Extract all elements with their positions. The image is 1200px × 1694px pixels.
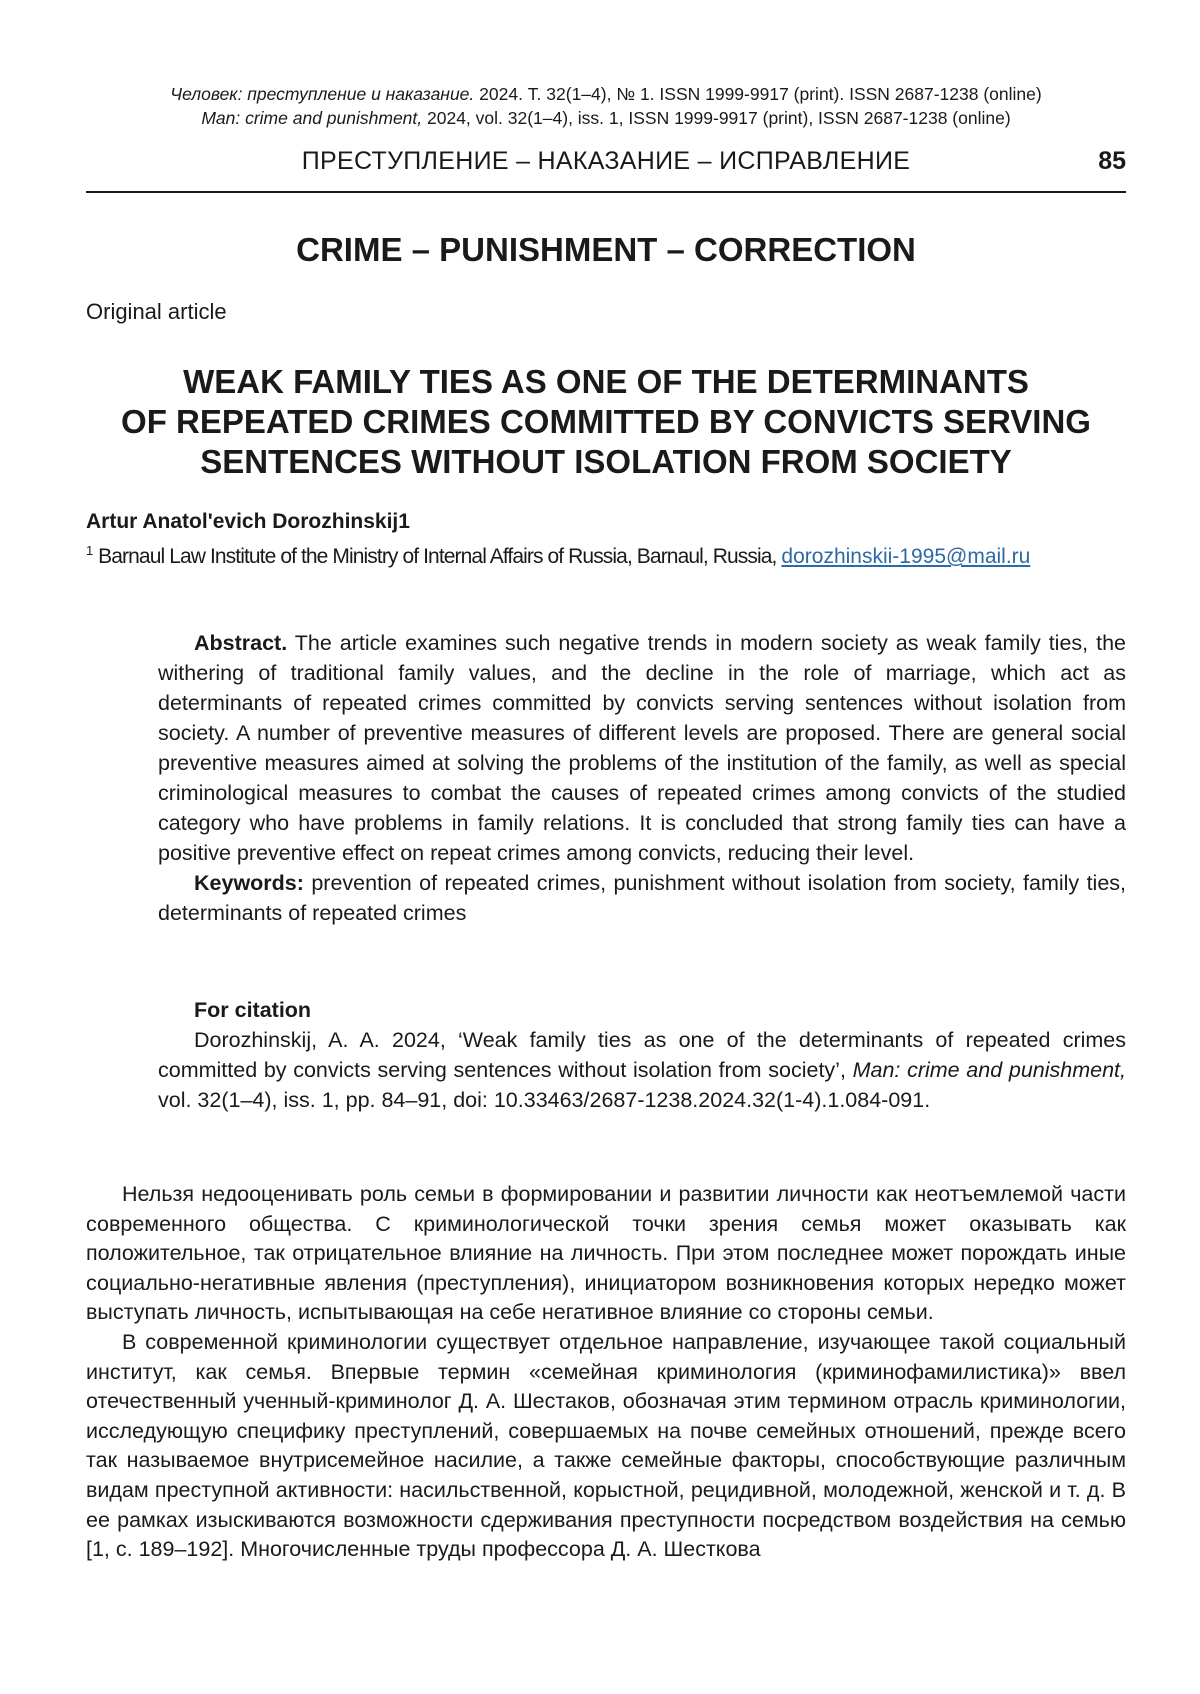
keywords-label: Keywords:	[194, 871, 304, 895]
section-heading: CRIME – PUNISHMENT – CORRECTION	[296, 231, 916, 268]
author-name: Artur Anatol'evich Dorozhinskij1	[86, 510, 410, 533]
article-body	[86, 1180, 1126, 1565]
article-title-line: OF REPEATED CRIMES COMMITTED BY CONVICTS SERVING	[121, 403, 1091, 440]
citation-part-1: Dorozhinskij, A. A. 2024, ‘Weak family ties as one of the determinants of repeated crimes committed by convicts serving sentences without isolation from society’,	[158, 1028, 1126, 1082]
citation-heading: For citation	[194, 998, 312, 1022]
article-title-line: SENTENCES WITHOUT ISOLATION FROM SOCIETY	[200, 443, 1012, 480]
author-email-link[interactable]: dorozhinskii-1995@mail.ru	[781, 545, 1031, 568]
running-section-title: ПРЕСТУПЛЕНИЕ – НАКАЗАНИЕ – ИСПРАВЛЕНИЕ	[301, 147, 911, 175]
citation-text	[158, 1025, 1126, 1115]
citation-journal: Man: crime and punishment,	[852, 1058, 1126, 1082]
citation-block	[158, 995, 1126, 1115]
journal-reference-ru	[86, 82, 1126, 106]
header-divider	[86, 191, 1126, 193]
author-affiliation	[86, 536, 1126, 572]
abstract-text: The article examines such negative trends in modern society as weak family ties, the withering of traditional family values, and the decline in the role of marriage, which act as determinants of repeated crimes committed by convicts serving sentences without isolation from society. A number of preventive measures of different levels are proposed. There are general social preventive measures aimed at solving the problems of the institution of the family, as well as special criminological measures to combat the causes of repeated crimes among convicts of the studied category who have problems in family relations. It is concluded that strong family ties can have a positive preventive effect on repeat crimes among convicts, reducing their level.	[158, 631, 1126, 865]
affiliation-text: Barnaul Law Institute of the Ministry of Internal Affairs of Russia, Barnaul, Russia,	[98, 545, 782, 568]
body-paragraph: Нельзя недооценивать роль семьи в формировании и развитии личности как неотъемлемой части современного общества. С криминологической точки зрения семья может оказывать как положительное, так отрицательное влияние на личность. При этом последнее может порождать иные социально-негативные явления (преступления), инициатором возникновения которых нередко может выступать личность, испытывающая на себе негативное влияние со стороны семьи.	[86, 1182, 1126, 1325]
abstract-label: Abstract.	[194, 631, 288, 655]
body-paragraph: В современной криминологии существует отдельное направление, изучающее такой социальный институт, как семья. Впервые термин «семейная криминология (криминофамилистика)» ввел отечественный ученный-криминолог Д. А. Шестаков, обозначая этим термином отрасль криминологии, исследующую специфику преступлений, совершаемых на почве семейных отношений, прежде всего так называемое внутрисемейное насилие, а также семейные факторы, способствующие различным видам преступной активности: насильственной, корыстной, рецидивной, молодежной, женской и т. д. В ее рамках изыскиваются возможности сдерживания преступности посредством воздействия на семью [1, с. 189–192]. Многочисленные труды профессора Д. А. Шесткова	[86, 1329, 1126, 1562]
journal-title-en: Man: crime and punishment,	[201, 108, 423, 128]
citation-part-2: vol. 32(1–4), iss. 1, pp. 84–91, doi: 10.33463/2687-1238.2024.32(1-4).1.084-091.	[158, 1088, 931, 1112]
keywords-paragraph	[158, 868, 1126, 928]
article-title-line: WEAK FAMILY TIES AS ONE OF THE DETERMINANTS	[183, 363, 1029, 400]
journal-title-ru: Человек: преступление и наказание.	[170, 84, 475, 104]
abstract-block	[158, 628, 1126, 928]
journal-issue-en: 2024, vol. 32(1–4), iss. 1, ISSN 1999-9917 (print), ISSN 2687-1238 (online)	[422, 108, 1011, 128]
article-title	[86, 362, 1126, 482]
abstract-paragraph	[158, 628, 1126, 868]
keywords-text: prevention of repeated crimes, punishment without isolation from society, family ties, determinants of repeated crimes	[158, 871, 1126, 925]
page-number: 85	[1098, 147, 1126, 175]
article-type-label: Original article	[86, 299, 227, 324]
journal-issue-ru: 2024. Т. 32(1–4), № 1. ISSN 1999-9917 (print). ISSN 2687-1238 (online)	[474, 84, 1042, 104]
journal-reference-en	[86, 106, 1126, 130]
affiliation-mark: 1	[86, 543, 94, 558]
